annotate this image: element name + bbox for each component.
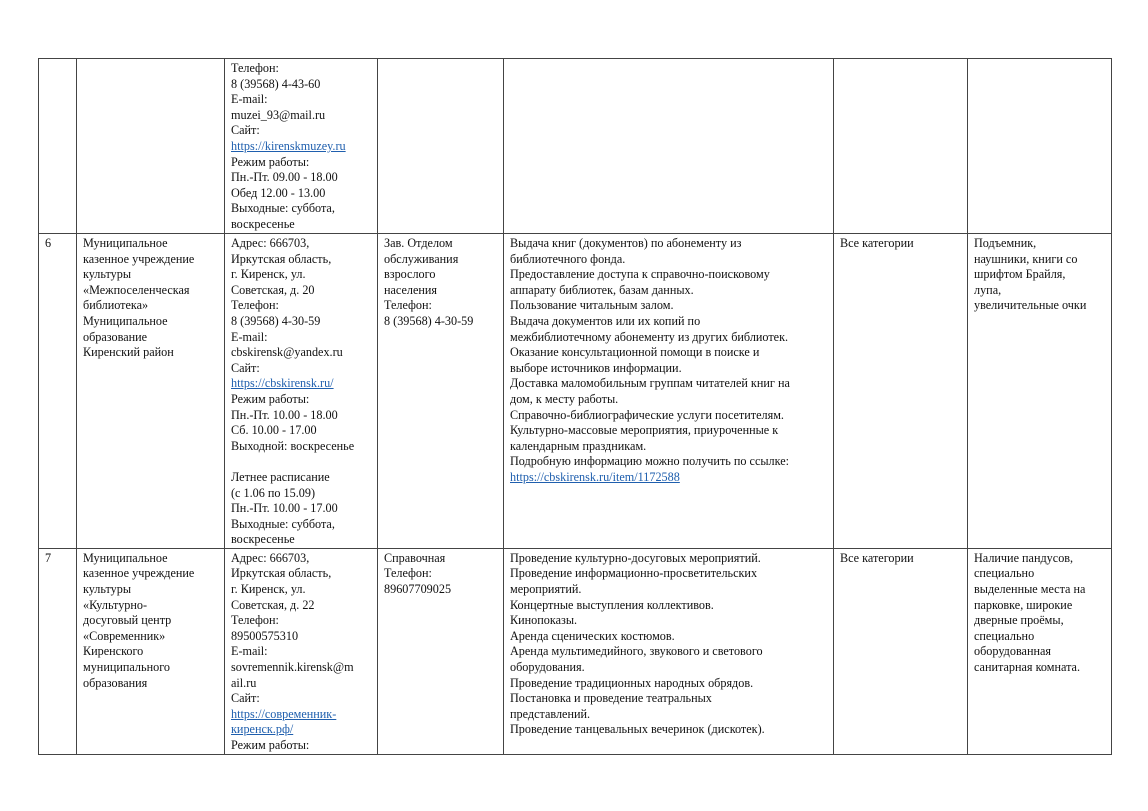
cell-organization — [77, 59, 225, 234]
website-link[interactable]: https://cbskirensk.ru/ — [231, 376, 334, 391]
cell-text-line: «Межпоселенческая — [83, 282, 190, 297]
cell-text-line: образования — [83, 675, 148, 690]
cell-text-line: Телефон: — [231, 298, 279, 313]
cell-text-line: санитарная комната. — [974, 660, 1080, 675]
cell-text-line: специально — [974, 628, 1035, 643]
cell-organization — [77, 234, 225, 549]
cell-text-line: Телефон: — [384, 298, 432, 313]
cell-text-line: Обед 12.00 - 13.00 — [231, 185, 326, 200]
cell-text-line: Оказание консультационной помощи в поиске и — [510, 345, 760, 360]
cell-text-line: парковке, широкие — [974, 597, 1073, 612]
cell-text-line: Телефон: — [384, 566, 432, 581]
table-row — [39, 548, 1112, 754]
cell-text-line: г. Киренск, ул. — [231, 267, 306, 282]
cell-text-line: Советская, д. 20 — [231, 282, 315, 297]
row-number: 7 — [45, 550, 52, 565]
cell-text-line: казенное учреждение — [83, 566, 195, 581]
cell-text-line: Выходные: суббота, — [231, 516, 335, 531]
cell-text-line: взрослого — [384, 267, 436, 282]
cell-text-line: (с 1.06 по 15.09) — [231, 485, 316, 500]
cell-text-line: Выдача книг (документов) по абонементу из — [510, 236, 742, 250]
cell-text-line: Муниципальное — [83, 550, 168, 565]
cell-text-line: культуры — [83, 582, 132, 597]
cell-text-line: календарным праздникам. — [510, 438, 647, 453]
table-body — [39, 59, 1112, 755]
cell-text-line: Выходные: суббота, — [231, 201, 335, 216]
cell-text-line: Летнее расписание — [231, 469, 330, 484]
cell-text-line: 8 (39568) 4-30-59 — [384, 313, 474, 328]
cell-text-line: мероприятий. — [510, 582, 582, 597]
cell-text-line: лупа, — [974, 282, 1002, 297]
cell-accessibility — [968, 59, 1112, 234]
cell-number — [39, 548, 77, 754]
blank-line — [231, 454, 371, 470]
cell-responsible — [378, 59, 504, 234]
cell-services — [504, 548, 834, 754]
cell-text-line: Пользование читальным залом. — [510, 298, 674, 313]
cell-text-line: Адрес: 666703, — [231, 236, 310, 250]
cell-text-line: Киренского — [83, 644, 144, 659]
cell-text-line: Культурно-массовые мероприятия, приуроченные к — [510, 423, 779, 438]
cell-text-line: представлений. — [510, 706, 591, 721]
cell-text-line: Адрес: 666703, — [231, 550, 310, 565]
cell-text-line: Киренский район — [83, 345, 174, 360]
cell-organization — [77, 548, 225, 754]
cell-text-line: воскресенье — [231, 532, 295, 547]
cell-text-line: Сб. 10.00 - 17.00 — [231, 423, 317, 438]
cell-text-line: казенное учреждение — [83, 251, 195, 266]
cell-text-line: Иркутская область, — [231, 566, 332, 581]
cell-text-line: Аренда сценических костюмов. — [510, 628, 675, 643]
website-link[interactable]: https://kirenskmuzey.ru — [231, 138, 346, 153]
cell-text-line: Режим работы: — [231, 738, 310, 752]
cell-text-line: muzei_93@mail.ru — [231, 107, 326, 122]
cell-text-line: воскресенье — [231, 216, 295, 231]
cell-text-line: библиотека» — [83, 298, 149, 313]
cell-text-line: Подъемник, — [974, 236, 1037, 250]
cell-text-line: Выходной: воскресенье — [231, 438, 355, 453]
cell-text-line: Сайт: — [231, 123, 260, 138]
cell-text-line: Аренда мультимедийного, звукового и светового — [510, 644, 763, 659]
cell-text-line: Все категории — [840, 236, 914, 250]
cell-text-line: аппарату библиотек, базам данных. — [510, 282, 694, 297]
services-table — [38, 58, 1112, 755]
cell-text-line: Выдача документов или их копий по — [510, 313, 701, 328]
cell-text-line: Сайт: — [231, 360, 260, 375]
cell-text-line: «Современник» — [83, 628, 166, 643]
cell-text-line: cbskirensk@yandex.ru — [231, 345, 343, 360]
cell-text-line: Телефон: — [231, 61, 279, 75]
website-link[interactable]: https://современник- — [231, 706, 337, 721]
cell-text-line: Режим работы: — [231, 154, 310, 169]
cell-text-line: 89607709025 — [384, 582, 452, 597]
cell-contacts — [225, 548, 378, 754]
cell-text-line: Постановка и проведение театральных — [510, 691, 712, 706]
cell-text-line: 8 (39568) 4-30-59 — [231, 313, 321, 328]
cell-text-line: Все категории — [840, 550, 914, 565]
cell-text-line: Доставка маломобильным группам читателей книг на — [510, 376, 790, 391]
cell-number — [39, 59, 77, 234]
cell-text-line: sovremennik.kirensk@m — [231, 660, 354, 675]
cell-responsible — [378, 548, 504, 754]
cell-responsible — [378, 234, 504, 549]
cell-text-line: Муниципальное — [83, 313, 168, 328]
cell-text-line: культуры — [83, 267, 132, 282]
cell-text-line: образование — [83, 329, 148, 344]
cell-text-line: выделенные места на — [974, 582, 1086, 597]
cell-text-line: наушники, книги со — [974, 251, 1078, 266]
cell-text-line: Телефон: — [231, 613, 279, 628]
cell-text-line: Справочно-библиографические услуги посетителям. — [510, 407, 784, 422]
cell-text-line: муниципального — [83, 660, 170, 675]
cell-text-line: досуговый центр — [83, 613, 172, 628]
cell-services — [504, 234, 834, 549]
table-row — [39, 234, 1112, 549]
cell-text-line: дом, к месту работы. — [510, 391, 619, 406]
cell-text-line: Кинопоказы. — [510, 613, 578, 628]
cell-text-line: Режим работы: — [231, 391, 310, 406]
cell-text-line: Подробную информацию можно получить по ссылке: — [510, 454, 790, 469]
cell-text-line: обслуживания — [384, 251, 459, 266]
cell-text-line: Проведение танцевальных вечеринок (дискотек). — [510, 722, 765, 737]
cell-text-line: оборудованная — [974, 644, 1052, 659]
cell-text-line: E-mail: — [231, 92, 268, 107]
cell-services — [504, 59, 834, 234]
cell-text-line: E-mail: — [231, 329, 268, 344]
cell-accessibility — [968, 548, 1112, 754]
cell-text-line: Пн.-Пт. 10.00 - 18.00 — [231, 407, 338, 422]
cell-text-line: Справочная — [384, 550, 446, 565]
row-number: 6 — [45, 236, 52, 250]
cell-text-line: межбиблиотечному абонементу из других библиотек. — [510, 329, 789, 344]
cell-text-line: Проведение информационно-просветительских — [510, 566, 758, 581]
cell-categories — [834, 59, 968, 234]
cell-text-line: Концертные выступления коллективов. — [510, 597, 714, 612]
cell-text-line: Предоставление доступа к справочно-поисковому — [510, 267, 770, 282]
cell-text-line: «Культурно- — [83, 597, 148, 612]
cell-text-line: Наличие пандусов, — [974, 550, 1074, 565]
cell-text-line: шрифтом Брайля, — [974, 267, 1066, 282]
cell-contacts — [225, 59, 378, 234]
cell-text-line: E-mail: — [231, 644, 268, 659]
cell-accessibility — [968, 234, 1112, 549]
cell-text-line: оборудования. — [510, 660, 585, 675]
cell-categories — [834, 548, 968, 754]
cell-text-line: 8 (39568) 4-43-60 — [231, 76, 321, 91]
cell-text-line: дверные проёмы, — [974, 613, 1064, 628]
cell-categories — [834, 234, 968, 549]
cell-text-line: 89500575310 — [231, 628, 299, 643]
cell-text-line: Проведение традиционных народных обрядов. — [510, 675, 754, 690]
cell-text-line: Советская, д. 22 — [231, 597, 315, 612]
cell-text-line: Проведение культурно-досуговых мероприятий. — [510, 550, 761, 565]
cell-text-line: Муниципальное — [83, 236, 168, 250]
cell-text-line: г. Киренск, ул. — [231, 582, 306, 597]
cell-text-line: специально — [974, 566, 1035, 581]
website-link[interactable]: киренск.рф/ — [231, 722, 294, 737]
cell-text-line: Пн.-Пт. 09.00 - 18.00 — [231, 170, 338, 185]
cell-text-line: населения — [384, 282, 438, 297]
table-row — [39, 59, 1112, 234]
cell-text-line: Пн.-Пт. 10.00 - 17.00 — [231, 501, 338, 516]
cell-text-line: Сайт: — [231, 691, 260, 706]
cell-text-line: Зав. Отделом — [384, 236, 453, 250]
website-link[interactable]: https://cbskirensk.ru/item/1172588 — [510, 469, 680, 484]
cell-text-line: ail.ru — [231, 675, 257, 690]
cell-number — [39, 234, 77, 549]
cell-text-line: увеличительные очки — [974, 298, 1087, 313]
cell-text-line: Иркутская область, — [231, 251, 332, 266]
cell-text-line: выборе источников информации. — [510, 360, 682, 375]
cell-contacts — [225, 234, 378, 549]
cell-text-line: библиотечного фонда. — [510, 251, 626, 266]
